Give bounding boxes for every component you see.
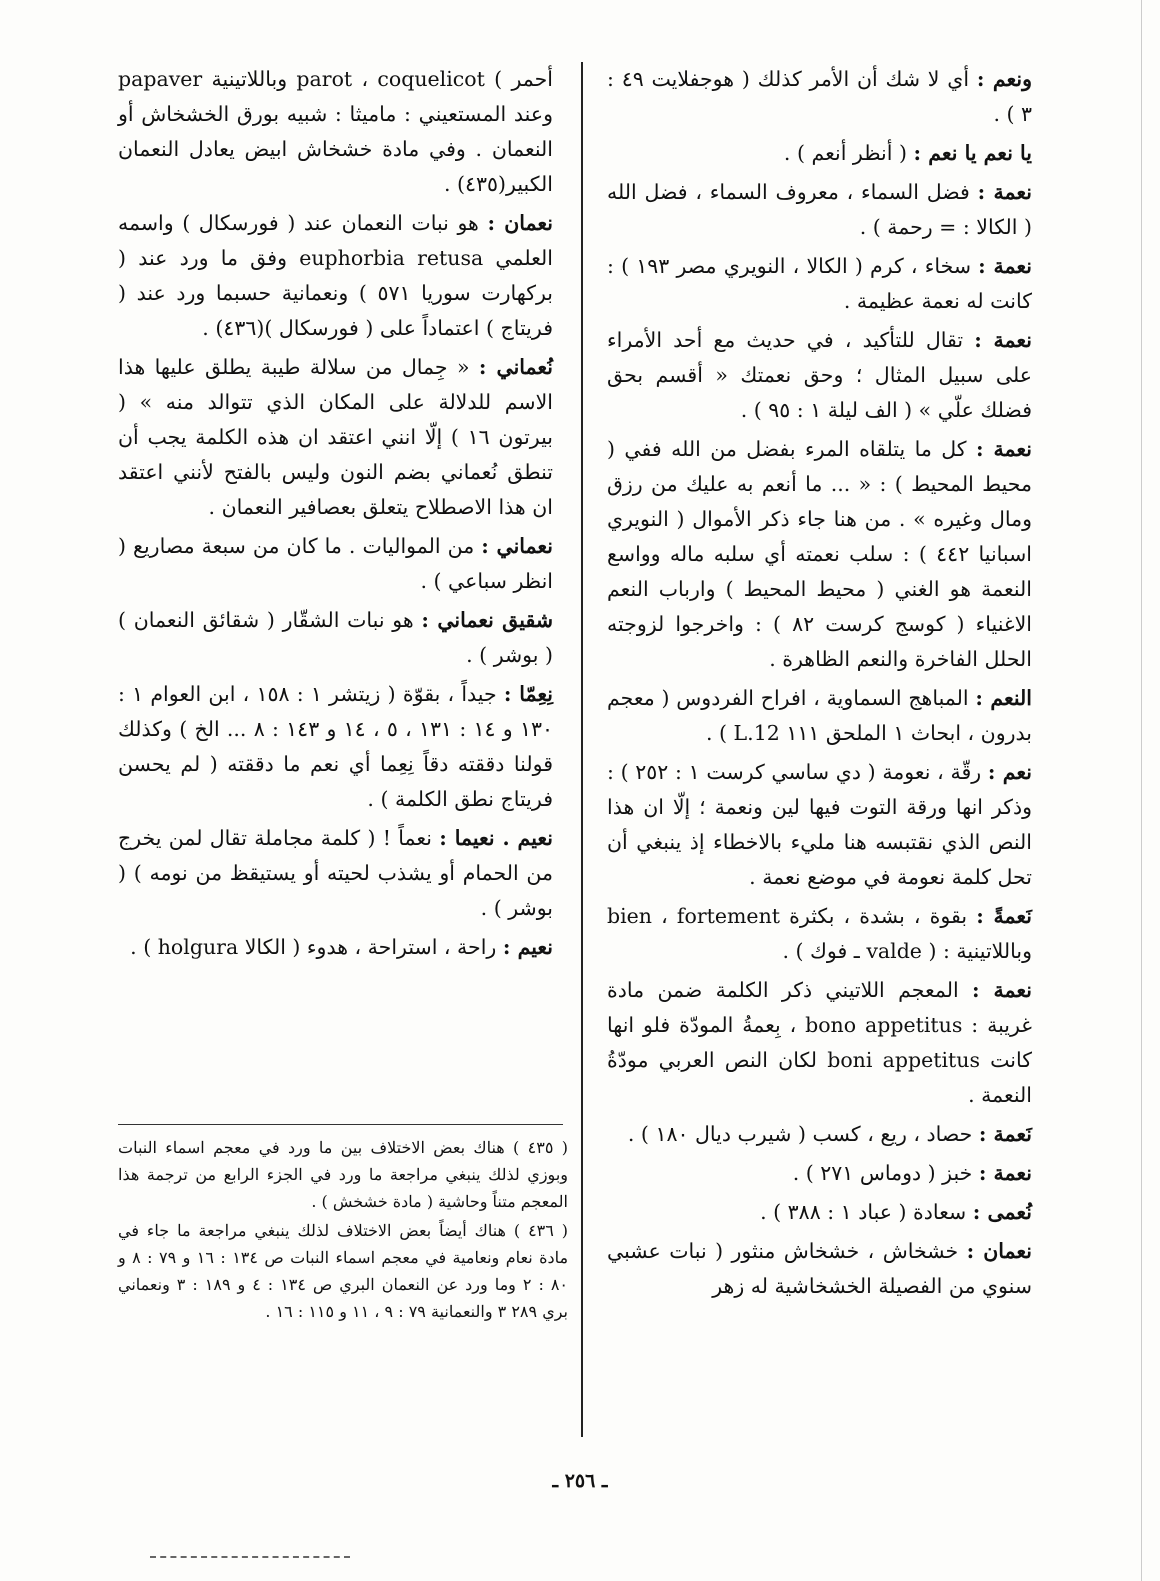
dictionary-entry xyxy=(118,677,553,817)
entry-definition: أي لا شك أن الأمر كذلك ( هوجفلايت ٤٩ : ٣ ) . xyxy=(607,67,1032,126)
dictionary-entry xyxy=(607,755,1032,895)
dictionary-entry xyxy=(607,249,1032,319)
dictionary-entry xyxy=(607,323,1032,428)
entry-definition: رقّة ، نعومة ( دي ساسي كرست ١ : ٢٥٢ ) : وذكر انها ورقة التوت فيها لين ونعمة ؛ إلّا ان هذا النص الذي نقتبسه هنا مليء بالاخطاء إذ ينبغي أن تحل كلمة نعومة في موضع نعمة . xyxy=(607,760,1032,889)
entry-headword: نعماني : xyxy=(481,534,553,558)
entry-definition: كل ما يتلقاه المرء بفضل من الله ففي ( محيط المحيط ) : « ... ما أنعم به عليك من رزق ومال وغيره » . من هنا جاء ذكر الأموال ( النويري اسبانيا ٤٤٢ ) : سلب نعمته أي سلبه ماله وواسع النعمة هو الغني ( محيط المحيط ) وارباب النعم الاغنياء ( كوسج كرست ٨٢ ) : واخرجوا لزوجته الحلل الفاخرة والنعم الظاهرة . xyxy=(607,437,1032,671)
dictionary-entry xyxy=(607,62,1032,132)
entry-headword: النعم : xyxy=(975,686,1032,710)
dictionary-entry xyxy=(607,1234,1032,1304)
column-divider xyxy=(581,62,583,1437)
entry-definition: أحمر ) parot ، coquelicot وباللاتينية papaver وعند المستعيني : ماميثا : شبيه بورق الخشخاش أو النعمان . وفي مادة خشخاش ابيض يعادل النعمان الكبير(٤٣٥) . xyxy=(118,67,553,196)
entry-headword: نَعمةً : xyxy=(976,904,1032,928)
entry-headword: نعمة : xyxy=(978,1161,1032,1185)
entry-headword: نُعمى : xyxy=(972,1200,1032,1224)
entry-headword: يا نعم يا نعم : xyxy=(913,141,1032,165)
entry-headword: نعمة : xyxy=(978,254,1032,278)
entry-definition: هو نبات النعمان عند ( فورسكال ) واسمه العلمي euphorbia retusa وفق ما ورد عند ( بركهارت سوريا ٥٧١ ) ونعمانية حسبما ورد عند ( فريتاج ) اعتماداً على ( فورسكال )(٤٣٦) . xyxy=(118,211,553,340)
entry-definition: خشخاش ، خشخاش منثور ( نبات عشبي سنوي من الفصيلة الخشخاشية له زهر xyxy=(607,1239,1032,1298)
entry-definition: بقوة ، بشدة ، بكثرة bien ، fortement وباللاتينية : ( valde ـ فوك ) . xyxy=(607,904,1032,963)
dictionary-entry xyxy=(607,1117,1032,1152)
entry-headword: نُعماني : xyxy=(478,355,553,379)
entry-definition: حصاد ، ريع ، كسب ( شيرب ديال ١٨٠ ) . xyxy=(627,1122,973,1146)
entry-definition: فضل السماء ، معروف السماء ، فضل الله ( الكالا : = رحمة ) . xyxy=(607,180,1032,239)
dictionary-entry xyxy=(607,1156,1032,1191)
dictionary-entry xyxy=(607,136,1032,171)
entry-definition: المباهج السماوية ، افراح الفردوس ( معجم بدرون ، ابحاث ١ الملحق ١١١ 12.L ) . xyxy=(607,686,1032,745)
dictionary-entry xyxy=(607,899,1032,969)
entry-definition: ( أنظر أنعم ) . xyxy=(783,141,907,165)
entry-headword: نعمة : xyxy=(972,978,1032,1002)
dictionary-entry xyxy=(607,175,1032,245)
left-column xyxy=(118,62,553,969)
entry-definition: جيداً ، بقوّة ( زيتشر ١ : ١٥٨ ، ابن العوام ١ : ١٣٠ و ١٤ : ١٣١ ، ٥ ، ١٤ و ١٤٣ : ٨ ... الخ ) وكذلك قولنا دققته دقاً نِعِما أي نعم ما دققته ( لم يحسن فريتاج نطق الكلمة ) . xyxy=(118,682,554,811)
dictionary-entry xyxy=(118,350,553,525)
footnotes xyxy=(118,1134,568,1327)
dictionary-entry xyxy=(607,432,1032,677)
entry-definition: المعجم اللاتيني ذكر الكلمة ضمن مادة غريبة : bono appetitus ، بِعمةُ المودّة فلو انها كانت boni appetitus لكان النص العربي مودّةُ النعمة . xyxy=(607,978,1032,1107)
entry-headword: نعيم . نعيما : xyxy=(439,826,553,850)
scan-edge xyxy=(1141,0,1142,1581)
entry-definition: من المواليات . ما كان من سبعة مصاريع ( انظر سباعي ) . xyxy=(118,534,553,593)
entry-headword: ونعم : xyxy=(976,67,1032,91)
dictionary-entry xyxy=(118,206,553,346)
dictionary-entry xyxy=(118,930,553,965)
entry-definition: تقال للتأكيد ، في حديث مع أحد الأمراء على سبيل المثال ؛ وحق نعمتك « أقسم بحق فضلك علّي » ( الف ليلة ١ : ٩٥ ) . xyxy=(607,328,1032,422)
dictionary-entry xyxy=(118,529,553,599)
dictionary-entry xyxy=(607,973,1032,1113)
entry-definition: سخاء ، كرم ( الكالا ، النويري مصر ١٩٣ ) : كانت له نعمة عظيمة . xyxy=(607,254,1032,313)
entry-definition: نعماً ! ( كلمة مجاملة تقال لمن يخرج من الحمام أو يشذب لحيته أو يستيقظ من نومه ) ( بوشر ) . xyxy=(118,826,553,920)
right-column xyxy=(607,62,1032,1308)
entry-headword: نَعمة : xyxy=(978,1122,1032,1146)
entry-definition: خبز ( دوماس ٢٧١ ) . xyxy=(792,1161,973,1185)
dictionary-entry xyxy=(118,62,553,202)
entry-headword: نِعِمّا : xyxy=(503,682,553,706)
scan-artifact xyxy=(150,1556,350,1558)
entry-definition: راحة ، استراحة ، هدوء ( الكالا holgura ) . xyxy=(130,935,497,959)
entry-headword: نعمة : xyxy=(977,180,1032,204)
entry-definition: هو نبات الشقّار ( شقائق النعمان ) ( بوشر ) . xyxy=(118,608,553,667)
page-number: ـ ٢٥٦ ـ xyxy=(552,1470,608,1492)
entry-headword: نعمان : xyxy=(487,211,553,235)
entry-definition: « جِمال من سلالة طيبة يطلق عليها هذا الاسم للدلالة على المكان الذي تتوالد منه » ( بيرتون ١٦ ) إلّا انني اعتقد ان هذه الكلمة يجب أن تنطق نُعماني بضم النون وليس بالفتح لأنني اعتقد ان هذا الاصطلاح يتعلق بعصافير النعمان . xyxy=(118,355,553,519)
dictionary-entry xyxy=(607,681,1032,751)
dictionary-entry xyxy=(118,821,553,926)
entry-headword: نعمة : xyxy=(975,437,1032,461)
dictionary-entry xyxy=(607,1195,1032,1230)
entry-headword: نعمة : xyxy=(974,328,1032,352)
entry-headword: نعيم : xyxy=(502,935,553,959)
entry-headword: نعمان : xyxy=(966,1239,1032,1263)
footnote: ( ٤٣٦ ) هناك أيضاً بعض الاختلاف لذلك ينبغي مراجعة ما جاء في مادة نعام ونعامية في معجم اسماء النبات ص ١٣٤ : ١٦ و ٧٩ : ٨ و ٨٠ : ٢ وما ورد عن النعمان البري ص ١٣٤ : ٤ و ١٨٩ : ٣ ونعماني بري ٢٨٩ ٣ والنعمانية ٧٩ : ٩ ، ١١ و ١١٥ : ١٦ . xyxy=(118,1221,569,1321)
entry-definition: سعادة ( عباد ١ : ٣٨٨ ) . xyxy=(760,1200,967,1224)
dictionary-entry xyxy=(118,603,553,673)
entry-headword: شقيق نعماني : xyxy=(421,608,553,632)
footnote-rule xyxy=(118,1124,563,1125)
footnote: ( ٤٣٥ ) هناك بعض الاختلاف بين ما ورد في معجم اسماء النبات وبوزي لذلك ينبغي مراجعة ما ورد في الجزء الرابع من ترجمة هذا المعجم متناً وحاشية ( مادة خشخش ) . xyxy=(118,1138,569,1211)
entry-headword: نعم : xyxy=(987,760,1032,784)
